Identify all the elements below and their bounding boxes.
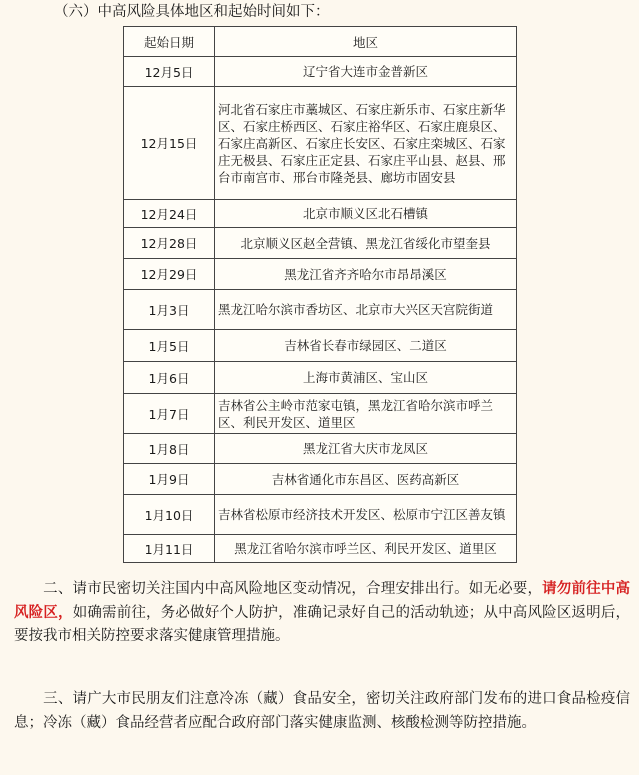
paragraph-travel-advice xyxy=(14,578,630,649)
header-area: 地区 xyxy=(215,27,517,57)
row-date: 1月3日 xyxy=(124,290,215,330)
row-area: 吉林省公主岭市范家屯镇，黑龙江省哈尔滨市呼兰区、利民开发区、道里区 xyxy=(215,394,517,434)
table-row xyxy=(124,228,517,259)
row-area: 吉林省长春市绿园区、二道区 xyxy=(215,330,517,362)
table-header-row xyxy=(124,27,517,57)
row-date: 1月5日 xyxy=(124,330,215,362)
row-date: 12月28日 xyxy=(124,228,215,259)
travel-advice-detail: 如确需前往，务必做好个人防护，准确记录好自己的活动轨迹；从中高风险区返明后，要按我市相关防控要求落实健康管理措施。 xyxy=(14,604,631,644)
section-heading: （六）中高风险具体地区和起始时间如下： xyxy=(54,4,330,20)
row-date: 1月9日 xyxy=(124,464,215,495)
table-row xyxy=(124,434,517,464)
row-date: 12月29日 xyxy=(124,259,215,290)
paragraph-frozen-food xyxy=(14,688,630,735)
table-row xyxy=(124,495,517,535)
table-row xyxy=(124,535,517,563)
frozen-food-text: 三、请广大市民朋友们注意冷冻（藏）食品安全，密切关注政府部门发布的进口食品检疫信息；冷冻（藏）食品经营者应配合政府部门落实健康监测、核酸检测等防控措施。 xyxy=(14,691,630,731)
risk-area-table xyxy=(123,26,517,563)
row-date: 1月7日 xyxy=(124,394,215,434)
row-date: 12月5日 xyxy=(124,57,215,87)
table-row xyxy=(124,464,517,495)
travel-advice-intro: 二、请市民密切关注国内中高风险地区变动情况，合理安排出行。如无必要， xyxy=(43,581,543,597)
row-area: 吉林省松原市经济技术开发区、松原市宁江区善友镇 xyxy=(215,495,517,535)
row-date: 1月11日 xyxy=(124,535,215,563)
header-start-date: 起始日期 xyxy=(124,27,215,57)
table-row xyxy=(124,57,517,87)
row-date: 1月10日 xyxy=(124,495,215,535)
row-date: 1月6日 xyxy=(124,362,215,394)
row-area: 北京顺义区赵全营镇、黑龙江省绥化市望奎县 xyxy=(215,228,517,259)
row-area: 吉林省通化市东昌区、医药高新区 xyxy=(215,464,517,495)
row-area: 黑龙江省哈尔滨市呼兰区、利民开发区、道里区 xyxy=(215,535,517,563)
table-row xyxy=(124,200,517,228)
row-area: 辽宁省大连市金普新区 xyxy=(215,57,517,87)
row-date: 1月8日 xyxy=(124,434,215,464)
row-date: 12月15日 xyxy=(124,87,215,200)
row-date: 12月24日 xyxy=(124,200,215,228)
row-area: 黑龙江哈尔滨市香坊区、北京市大兴区天宫院街道 xyxy=(215,290,517,330)
row-area: 河北省石家庄市藁城区、石家庄新乐市、石家庄新华区、石家庄桥西区、石家庄裕华区、石家庄鹿泉区、石家庄高新区、石家庄长安区、石家庄栾城区、石家庄无极县、石家庄正定县、石家庄平山县、赵县、邢台市南宫市、邢台市隆尧县、廊坊市固安县 xyxy=(215,87,517,200)
table-row xyxy=(124,362,517,394)
table-row xyxy=(124,87,517,200)
row-area: 黑龙江省大庆市龙凤区 xyxy=(215,434,517,464)
table-row xyxy=(124,290,517,330)
highlight-warning: 请勿前往中高风险区， xyxy=(14,581,630,621)
table-row xyxy=(124,259,517,290)
table-row xyxy=(124,394,517,434)
row-area: 上海市黄浦区、宝山区 xyxy=(215,362,517,394)
row-area: 黑龙江省齐齐哈尔市昂昂溪区 xyxy=(215,259,517,290)
row-area: 北京市顺义区北石槽镇 xyxy=(215,200,517,228)
table-row xyxy=(124,330,517,362)
